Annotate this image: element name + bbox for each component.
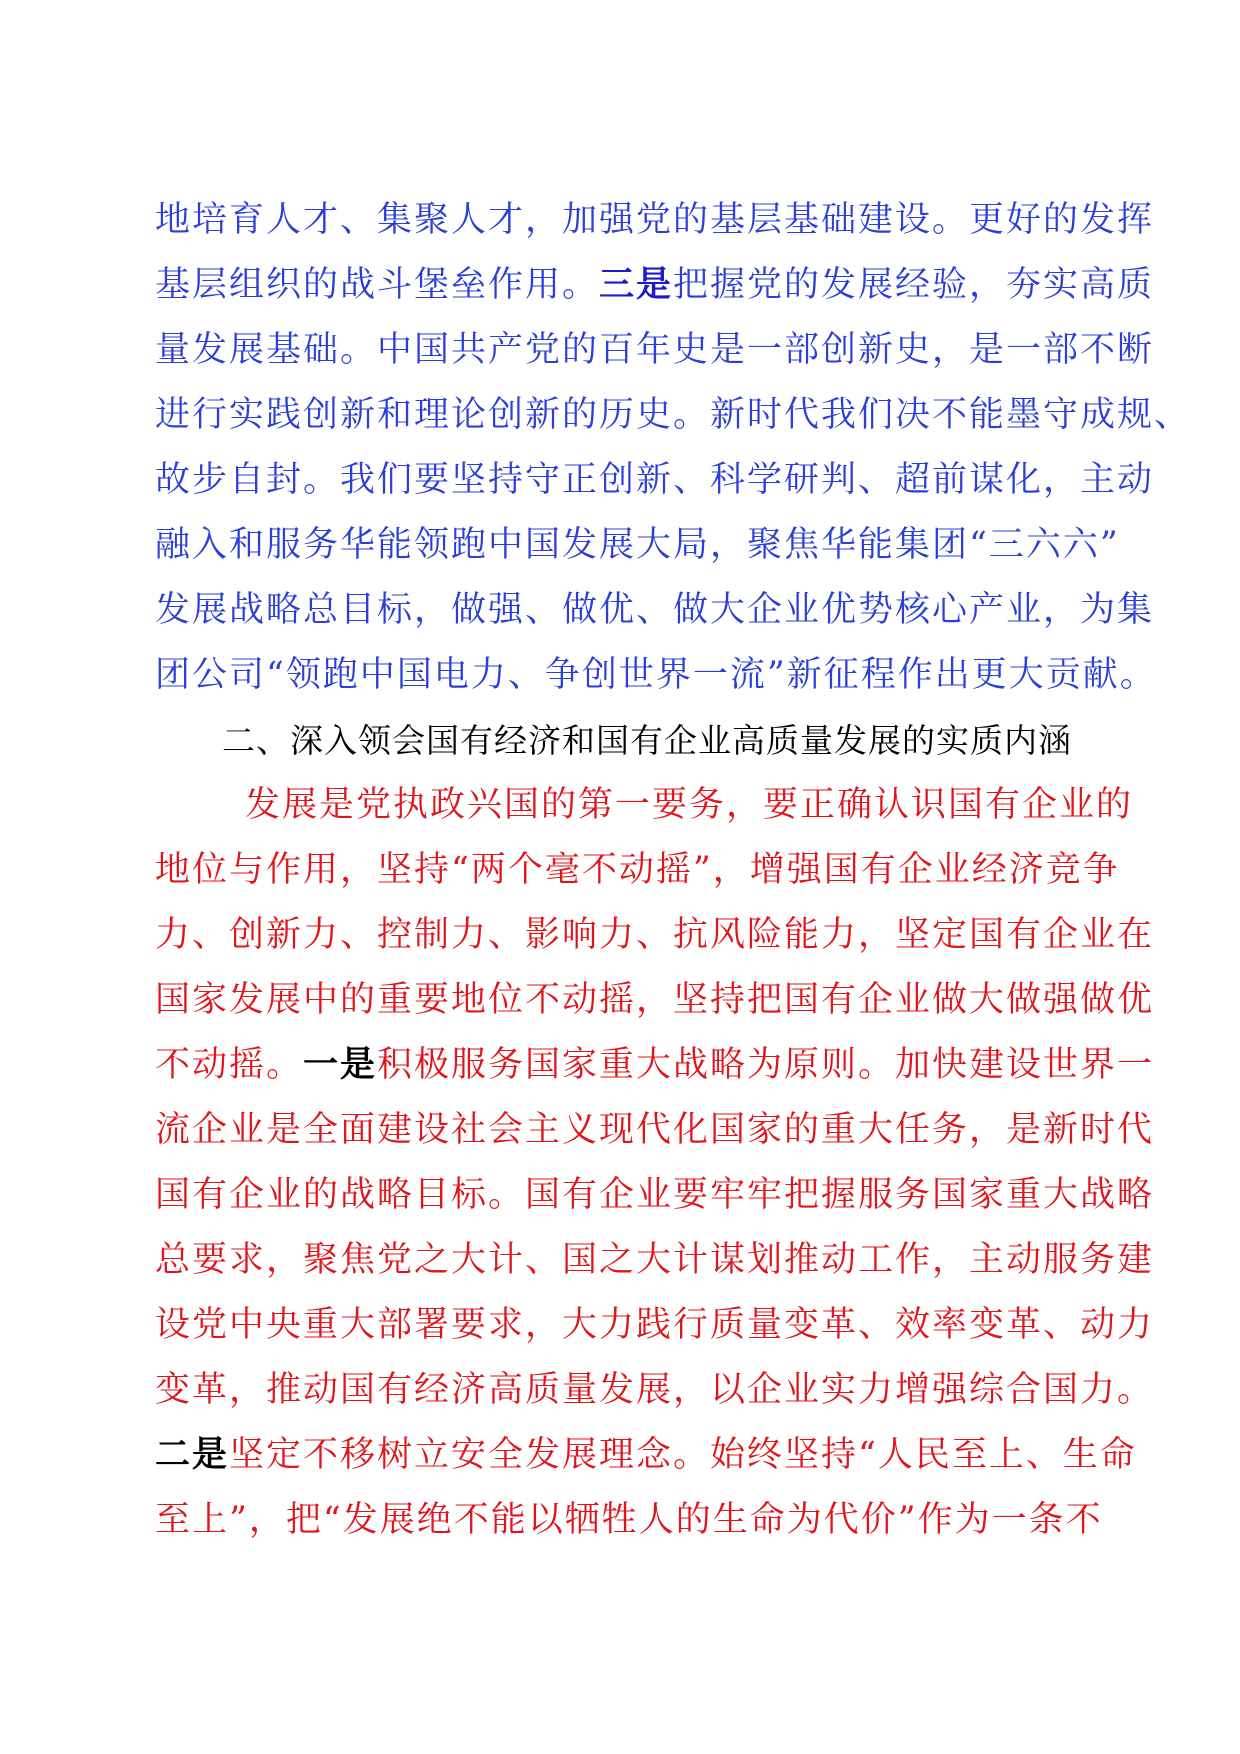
point-marker-one: 一是 [303, 1045, 378, 1085]
text-run: 融入和服务华能领跑中国发展大局，聚焦华能集团“三六六” [155, 525, 1120, 565]
text-run: 流企业是全面建设社会主义现代化国家的重大任务，是新时代 [155, 1110, 1155, 1150]
paragraph-line [155, 1033, 1155, 1098]
section-heading [155, 708, 1115, 773]
section-heading-text: 二、深入领会国有经济和国有企业高质量发展的实质内涵 [222, 721, 1072, 760]
point-marker-three: 三是 [599, 265, 674, 305]
paragraph-line [155, 1488, 1115, 1553]
text-run: 至上”，把“发展绝不能以牺牲人的生命为代价”作为一条不 [155, 1500, 1103, 1540]
text-run: 变革，推动国有经济高质量发展，以企业实力增强综合国力。 [155, 1370, 1155, 1410]
paragraph-line [155, 578, 1155, 643]
paragraph-line [155, 253, 1155, 318]
text-run: 设党中央重大部署要求，大力践行质量变革、效率变革、动力 [155, 1305, 1155, 1345]
text-run: 团公司“领跑中国电力、争创世界一流”新征程作出更大贡献。 [155, 655, 1157, 695]
text-run: 力、创新力、控制力、影响力、抗风险能力，坚定国有企业在 [155, 915, 1155, 955]
paragraph-line [155, 513, 1120, 578]
text-run: 进行实践创新和理论创新的历史。新时代我们决不能墨守成规、 [155, 395, 1192, 435]
paragraph-line [155, 838, 1120, 903]
document-body [155, 188, 1192, 1553]
paragraph-line [155, 1098, 1155, 1163]
paragraph-line [155, 1358, 1155, 1423]
text-run: 国有企业的战略目标。国有企业要牢牢把握服务国家重大战略 [155, 1175, 1155, 1215]
paragraph-line [155, 773, 1134, 838]
paragraph-line [155, 1163, 1155, 1228]
paragraph-line [155, 318, 1155, 383]
text-run: 积极服务国家重大战略为原则。加快建设世界一 [377, 1045, 1155, 1085]
paragraph-line [155, 903, 1155, 968]
text-run: 基层组织的战斗堡垒作用。 [155, 265, 600, 305]
text-run: 故步自封。我们要坚持守正创新、科学研判、超前谋化，主动 [155, 460, 1155, 500]
point-marker-two: 二是 [155, 1435, 230, 1475]
text-run: 发展是党执政兴国的第一要务，要正确认识国有企业的 [245, 785, 1134, 825]
text-run: 把握党的发展经验，夯实高质 [673, 265, 1155, 305]
text-run: 地培育人才、集聚人才，加强党的基层基础建设。更好的发挥 [155, 200, 1155, 240]
paragraph-line [155, 1228, 1155, 1293]
paragraph-line [155, 1293, 1155, 1358]
text-run: 国家发展中的重要地位不动摇，坚持把国有企业做大做强做优 [155, 980, 1155, 1020]
text-run: 坚定不移树立安全发展理念。始终坚持“人民至上、生命 [229, 1435, 1137, 1475]
paragraph-line [155, 1423, 1137, 1488]
text-run: 地位与作用，坚持“两个毫不动摇”，增强国有企业经济竞争 [155, 850, 1120, 890]
text-run: 不动摇。 [155, 1045, 304, 1085]
text-run: 量发展基础。中国共产党的百年史是一部创新史，是一部不断 [155, 330, 1155, 370]
paragraph-line [155, 968, 1155, 1033]
text-run: 发展战略总目标，做强、做优、做大企业优势核心产业，为集 [155, 590, 1155, 630]
text-run: 总要求，聚焦党之大计、国之大计谋划推动工作，主动服务建 [155, 1240, 1155, 1280]
paragraph-line [155, 448, 1155, 513]
paragraph-line [155, 188, 1155, 253]
paragraph-line [155, 383, 1192, 448]
paragraph-line [155, 643, 1157, 708]
